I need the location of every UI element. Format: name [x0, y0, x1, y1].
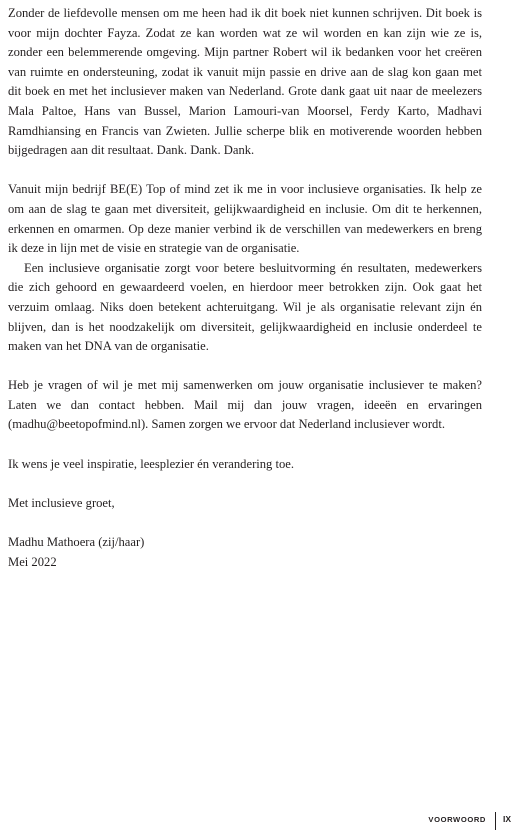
footer-page-number: IX: [502, 814, 511, 824]
paragraph-gap: [8, 161, 482, 181]
signature-name: Madhu Mathoera (zij/haar): [8, 535, 145, 550]
signature-date: Mei 2022: [8, 554, 57, 569]
paragraph-gap: [8, 435, 482, 455]
closing-greeting: Met inclusieve groet,: [8, 495, 115, 510]
page-body: [8, 4, 482, 572]
paragraph-gap: [8, 513, 482, 533]
paragraph-contact: Heb je vragen of wil je met mij samenwerken om jouw organisatie inclusiever te maken? Laten we dan contact hebben. Mail mij dan jouw vragen, ideeën en ervaringen (madhu@beetopofmind.nl). Samen zorgen we ervoor dat Nederland inclusiever wordt.: [8, 378, 482, 432]
paragraph-gap: [8, 357, 482, 377]
paragraph-inclusive-organisation: Een inclusieve organisatie zorgt voor betere besluitvorming én resultaten, medewerkers die zich gehoord en gewaardeerd voelen, en hierdoor meer betrokken zijn. Ook gaat het verzuim omlaag. Niks doen betekent achteruitgang. Wil je als organisatie relevant zijn én blijven, dan is het noodzakelijk om diversiteit, gelijkwaardigheid en inclusie onderdeel te maken van het DNA van de organisatie.: [8, 260, 482, 354]
footer-divider: [495, 812, 496, 830]
paragraph-gap: [8, 474, 482, 494]
paragraph-wishes: Ik wens je veel inspiratie, leesplezier én verandering toe.: [8, 456, 295, 471]
page-footer: [0, 812, 513, 832]
paragraph-company: Vanuit mijn bedrijf BE(E) Top of mind zet ik me in voor inclusieve organisaties. Ik help ze om aan de slag te gaan met diversiteit, gelijkwaardigheid en inclusie. Om dit te herkennen, erkennen en omarmen. Op deze manier verbind ik de verschillen van medewerkers en breng ik deze in lijn met de visie en strategie van de organisatie.: [8, 182, 482, 256]
footer-section-label: VOORWOORD: [428, 815, 486, 824]
paragraph-acknowledgements: Zonder de liefdevolle mensen om me heen had ik dit boek niet kunnen schrijven. Dit boek is voor mijn dochter Fayza. Zodat ze kan worden wat ze wil worden en kan zijn wie ze is, zonder een belemmerende omgeving. Mijn partner Robert wil ik bedanken voor het creëren van ruimte en ondersteuning, zodat ik vanuit mijn passie en drive aan de slag kon gaan met dit boek en met het inclusiever maken van Nederland. Grote dank gaat uit naar de meelezers Mala Paltoe, Hans van Bussel, Marion Lamouri-van Moorsel, Ferdy Karto, Madhavi Ramdhiansing en Francis van Zwieten. Jullie scherpe blik en motiverende woorden hebben bijgedragen aan dit resultaat. Dank. Dank. Dank.: [8, 6, 482, 158]
